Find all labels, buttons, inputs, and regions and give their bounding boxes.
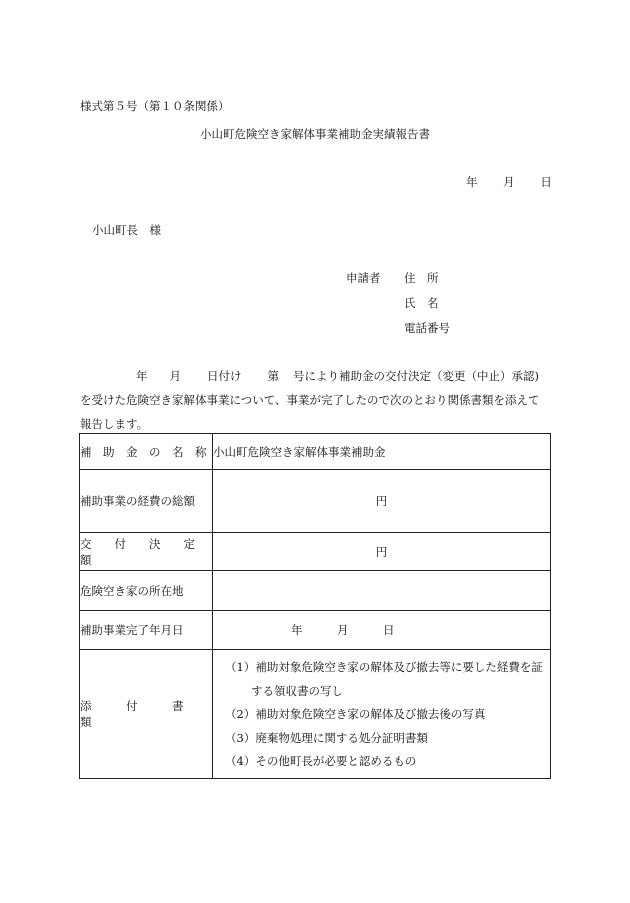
applicant-phone-label: 電話番号 <box>404 321 450 335</box>
report-body <box>80 364 550 436</box>
grant-name-value: 小山町危険空き家解体事業補助金 <box>213 434 551 470</box>
body-line-2: を受けた危険空き家解体事業について、事業が完了したので次のとおり関係書類を添えて <box>80 393 540 407</box>
date-month: 月 <box>503 175 515 189</box>
body-number: 第 <box>267 369 279 383</box>
form-number: 様式第５号（第１０条関係） <box>80 99 230 113</box>
decision-amount-label: 交 付 決 定 額 <box>80 533 213 571</box>
completion-date-label: 補助事業完了年月日 <box>80 611 213 650</box>
attachment-item-4: （4）その他町長が必要と認めるもの <box>225 754 417 768</box>
applicant-address-label: 住 所 <box>404 271 439 285</box>
table-row <box>80 533 551 571</box>
date-day: 日 <box>540 175 552 189</box>
table-row <box>80 650 551 779</box>
attachments-label: 添 付 書 類 <box>80 650 213 779</box>
attachments-list <box>213 650 550 778</box>
attachment-item-3: （3）廃棄物処理に関する処分証明書類 <box>225 730 428 745</box>
grant-name-label: 補 助 金 の 名 称 <box>80 434 213 470</box>
location-value <box>213 571 551 611</box>
applicant-name-label: 氏 名 <box>404 296 439 310</box>
document-title: 小山町危険空き家解体事業補助金実績報告書 <box>200 127 430 141</box>
decision-amount-value: 円 <box>213 533 551 571</box>
report-table <box>79 433 551 779</box>
body-dated: 日付け <box>207 369 242 383</box>
date-line <box>466 174 552 190</box>
total-cost-label: 補助事業の経費の総額 <box>80 470 213 533</box>
body-line-3: 報告します。 <box>80 417 149 431</box>
attachment-item-1: （1）補助対象危険空き家の解体及び撤去等に要した経費を証 <box>225 660 543 674</box>
body-month: 月 <box>169 369 181 383</box>
total-cost-value: 円 <box>213 470 551 533</box>
date-year: 年 <box>466 175 478 189</box>
table-row <box>80 611 551 650</box>
location-label: 危険空き家の所在地 <box>80 571 213 611</box>
body-line1-rest: 号により補助金の交付決定（変更（中止）承認) <box>293 369 539 383</box>
table-row <box>80 571 551 611</box>
table-row <box>80 470 551 533</box>
table-row <box>80 434 551 470</box>
body-line-1 <box>80 364 550 388</box>
attachment-item-1-cont: する領収書の写し <box>251 683 343 698</box>
attachments-cell <box>213 650 551 779</box>
completion-date-value: 年 月 日 <box>213 611 551 650</box>
applicant-label: 申請者 <box>346 271 381 285</box>
attachment-item-2: （2）補助対象危険空き家の解体及び撤去後の写真 <box>225 707 486 721</box>
addressee: 小山町長 様 <box>92 223 161 237</box>
body-year: 年 <box>136 369 148 383</box>
